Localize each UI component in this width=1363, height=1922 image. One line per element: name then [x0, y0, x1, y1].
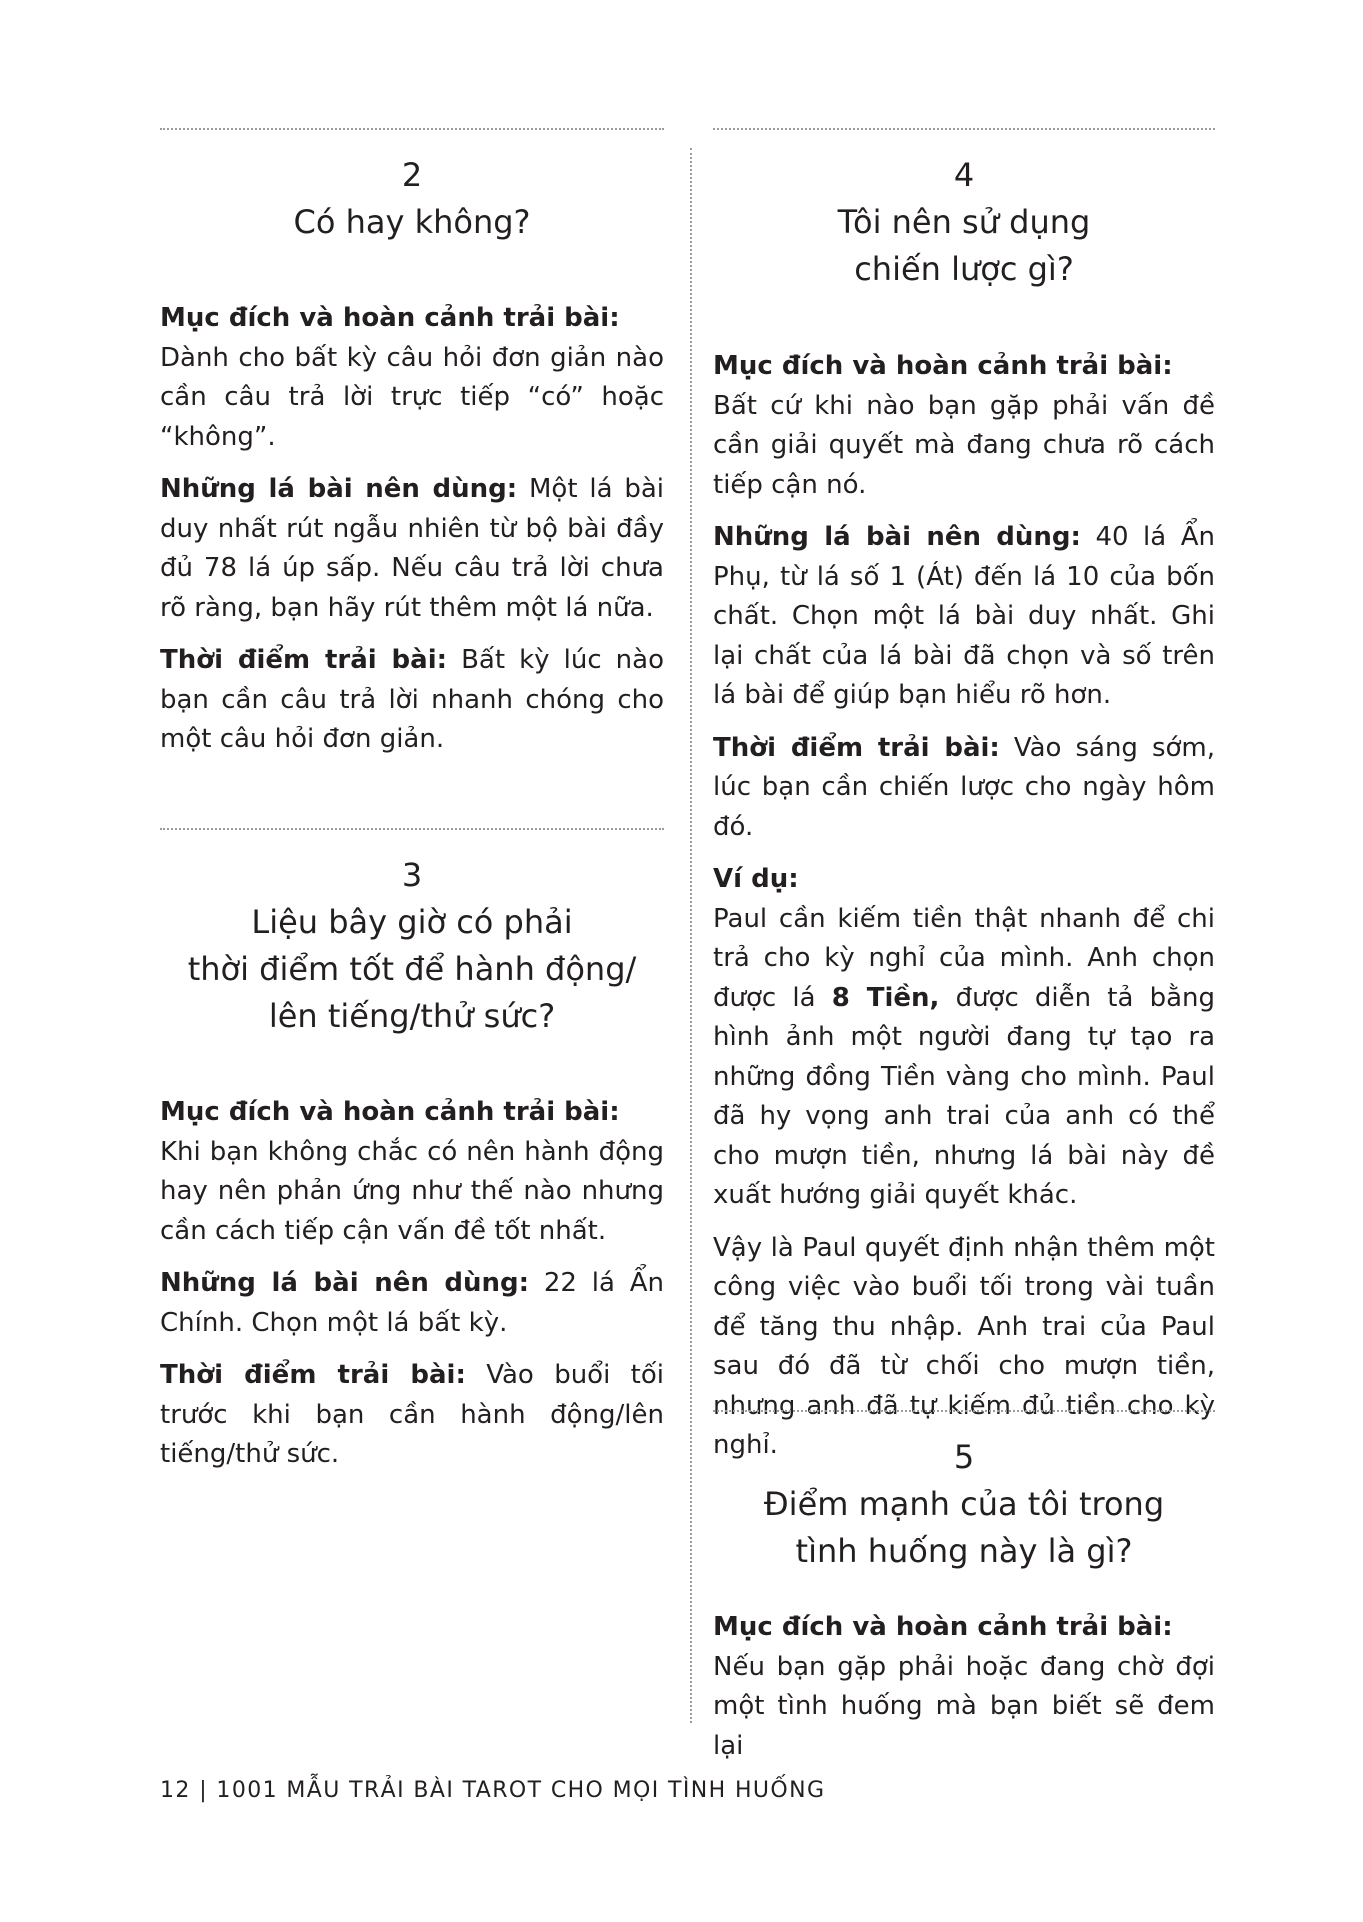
- page-footer: [160, 1778, 825, 1803]
- spread-title-line: lên tiếng/thử sức?: [268, 997, 556, 1035]
- purpose-label: Mục đích và hoàn cảnh trải bài:: [713, 1612, 1173, 1642]
- spread-4-heading: [713, 152, 1215, 293]
- spread-3-heading: [160, 852, 664, 1040]
- section-separator: [160, 128, 664, 130]
- example-paragraph: [713, 900, 1215, 1216]
- time-text: Vào buổi tối trước khi bạn cần hành động/lên tiếng/thử sức.: [160, 1360, 664, 1469]
- cards-paragraph: [713, 518, 1215, 716]
- spread-title-line: chiến lược gì?: [854, 250, 1074, 288]
- purpose-label: Mục đích và hoàn cảnh trải bài:: [713, 351, 1173, 381]
- spread-number: 2: [401, 156, 423, 194]
- section-separator: [160, 828, 664, 830]
- spread-number: 5: [953, 1438, 975, 1476]
- example-text: Paul cần kiếm tiền thật nhanh để chi trả cho kỳ nghỉ của mình. Anh chọn được lá: [713, 903, 1215, 1013]
- spread-4-body: [713, 347, 1215, 1479]
- spread-5-body: [713, 1608, 1215, 1779]
- cards-paragraph: [160, 1264, 664, 1343]
- spread-title-line: tình huống này là gì?: [795, 1532, 1133, 1570]
- section-separator: [713, 1410, 1215, 1412]
- spread-2-heading: [160, 152, 664, 246]
- spread-title: Có hay không?: [293, 203, 531, 241]
- spread-2-body: [160, 299, 664, 773]
- cards-text: 22 lá Ẩn Chính. Chọn một lá bất kỳ.: [160, 1268, 664, 1338]
- spread-number: 3: [401, 856, 423, 894]
- column-divider: [690, 148, 692, 1723]
- spread-5-heading: [713, 1434, 1215, 1575]
- spread-number: 4: [953, 156, 975, 194]
- time-text: Bất kỳ lúc nào bạn cần câu trả lời nhanh chóng cho một câu hỏi đơn giản.: [160, 645, 665, 754]
- footer-divider: |: [199, 1778, 209, 1803]
- spread-title-line: Điểm mạnh của tôi trong: [763, 1485, 1165, 1523]
- time-label: Thời điểm trải bài:: [713, 732, 1000, 763]
- example-card-name: 8 Tiền,: [831, 982, 940, 1013]
- cards-label: Những lá bài nên dùng:: [160, 474, 518, 504]
- purpose-text: Khi bạn không chắc có nên hành động hay nên phản ứng như thế nào nhưng cần cách tiếp cận vấn đề tốt nhất.: [160, 1136, 664, 1246]
- time-label: Thời điểm trải bài:: [160, 645, 448, 675]
- purpose-label: Mục đích và hoàn cảnh trải bài:: [160, 1097, 620, 1127]
- purpose-text: Dành cho bất kỳ câu hỏi đơn giản nào cần câu trả lời trực tiếp “có” hoặc “không”.: [160, 342, 664, 452]
- time-paragraph: [160, 1356, 664, 1475]
- page-number: 12: [160, 1778, 191, 1803]
- section-separator: [713, 128, 1215, 130]
- cards-label: Những lá bài nên dùng:: [160, 1268, 530, 1298]
- example-label: Ví dụ:: [713, 864, 799, 894]
- cards-text: Một lá bài duy nhất rút ngẫu nhiên từ bộ bài đầy đủ 78 lá úp sấp. Nếu câu trả lời chưa rõ ràng, bạn hãy rút thêm một lá nữa.: [160, 474, 664, 623]
- book-title: 1001 MẪU TRẢI BÀI TAROT CHO MỌI TÌNH HUỐNG: [216, 1778, 826, 1803]
- example-text: được diễn tả bằng hình ảnh một người đang tự tạo ra những đồng Tiền vàng cho mình. Paul đã hy vọng anh trai của anh có thể cho mượn tiền, nhưng lá bài này đề xuất hướng giải quyết khác.: [713, 982, 1216, 1210]
- cards-text: 40 lá Ẩn Phụ, từ lá số 1 (Át) đến lá 10 của bốn chất. Chọn một lá bài duy nhất. Ghi lại chất của lá bài đã chọn và số trên lá bài để giúp bạn hiểu rõ hơn.: [713, 522, 1215, 710]
- spread-3-body: [160, 1093, 664, 1488]
- time-paragraph: [713, 729, 1215, 848]
- spread-title-line: Tôi nên sử dụng: [837, 203, 1091, 241]
- time-paragraph: [160, 641, 664, 760]
- spread-title-line: thời điểm tốt để hành động/: [187, 950, 637, 988]
- example-paragraph: Vậy là Paul quyết định nhận thêm một công việc vào buổi tối trong vài tuần để tăng thu nhập. Anh trai của Paul sau đó đã từ chối cho mượn tiền, nhưng anh đã tự kiếm đủ tiền cho kỳ nghỉ.: [713, 1232, 1215, 1460]
- cards-paragraph: [160, 470, 664, 628]
- cards-label: Những lá bài nên dùng:: [713, 522, 1081, 552]
- time-text: Vào sáng sớm, lúc bạn cần chiến lược cho ngày hôm đó.: [713, 732, 1215, 842]
- purpose-text: Bất cứ khi nào bạn gặp phải vấn đề cần giải quyết mà đang chưa rõ cách tiếp cận nó.: [713, 390, 1215, 500]
- purpose-label: Mục đích và hoàn cảnh trải bài:: [160, 303, 620, 333]
- time-label: Thời điểm trải bài:: [160, 1360, 466, 1390]
- purpose-text: Nếu bạn gặp phải hoặc đang chờ đợi một tình huống mà bạn biết sẽ đem lại: [713, 1651, 1215, 1761]
- spread-title-line: Liệu bây giờ có phải: [251, 903, 573, 941]
